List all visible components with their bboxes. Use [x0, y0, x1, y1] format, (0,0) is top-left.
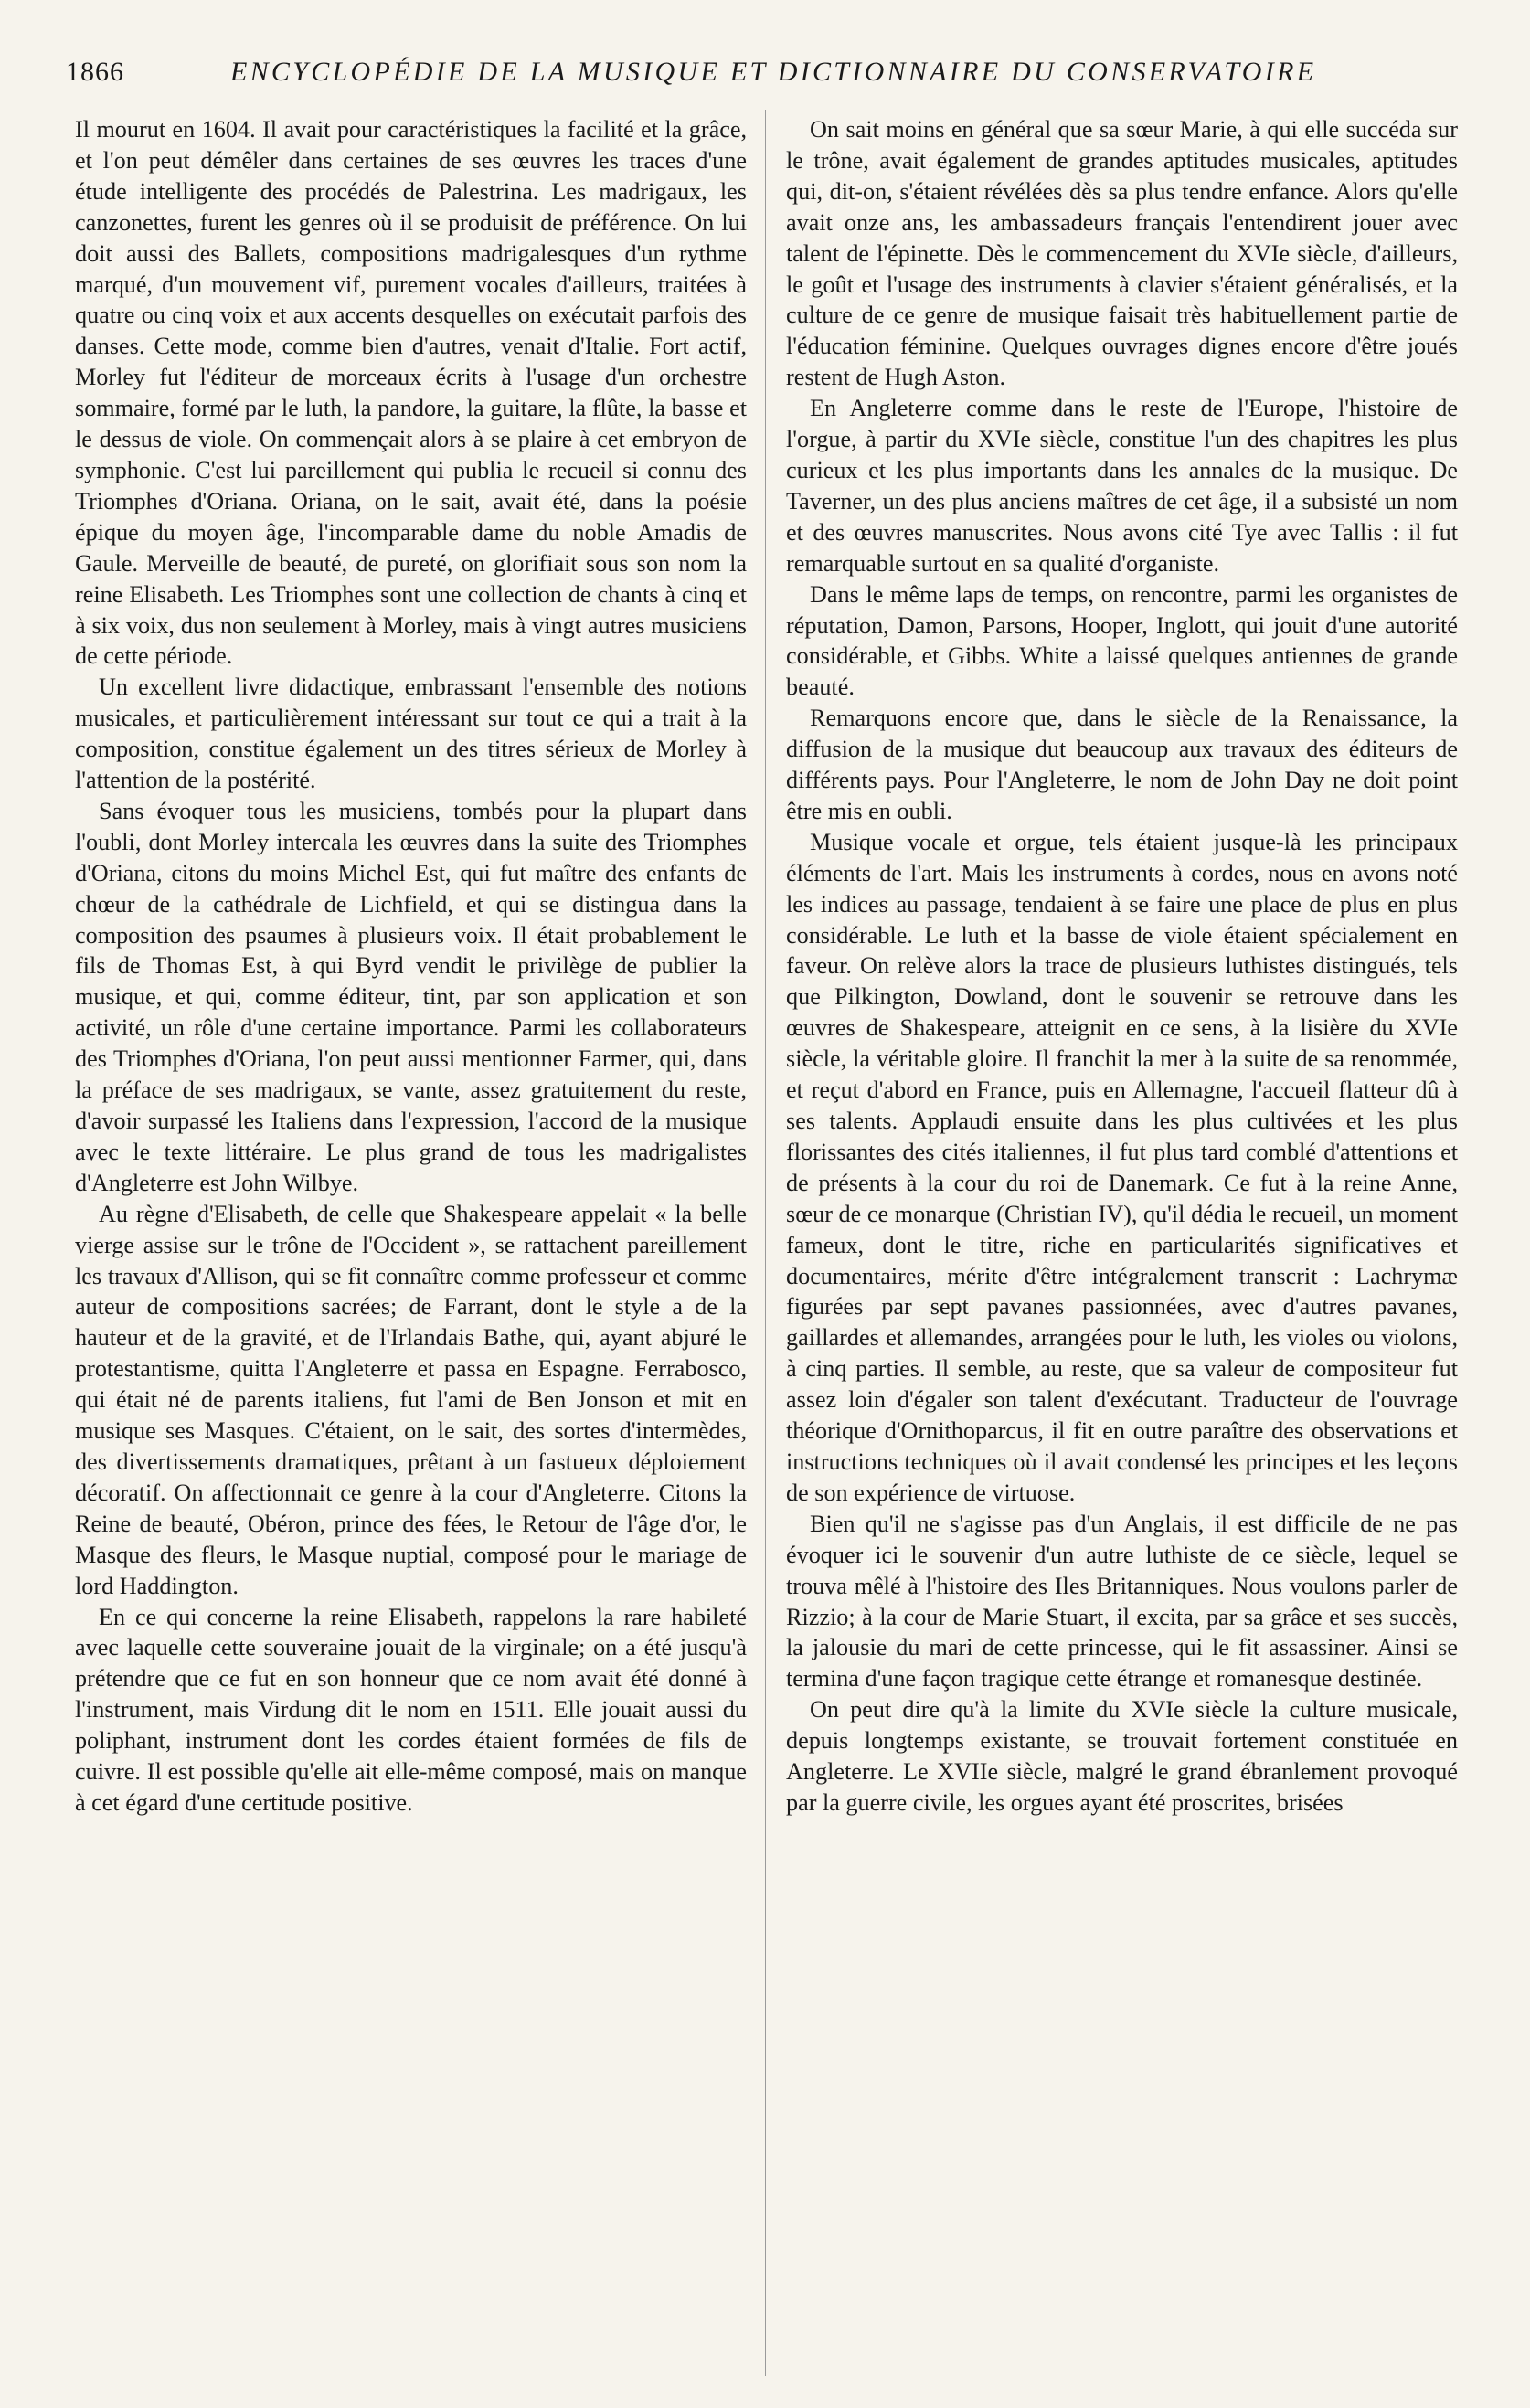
paragraph: On sait moins en général que sa sœur Marie, à qui elle succéda sur le trône, avait également de grandes aptitudes musicales, aptitudes qui, dit-on, s'étaient révélées dès sa plus tendre enfance. Alors qu'elle avait onze ans, les ambassadeurs français l'entendirent jouer avec talent de l'épinette. Dès le commencement du XVIe siècle, d'ailleurs, le goût et l'usage des instruments à clavier s'étaient généralisés, et la culture de ce genre de musique faisait très habituellement partie de l'éducation féminine. Quelques ouvrages dignes encore d'être joués restent de Hugh Aston.	[786, 116, 1458, 391]
running-title: ENCYCLOPÉDIE DE LA MUSIQUE ET DICTIONNAIRE DU CONSERVATOIRE	[230, 57, 1317, 87]
paragraph: Remarquons encore que, dans le siècle de la Renaissance, la diffusion de la musique dut beaucoup aux travaux des éditeurs de différents pays. Pour l'Angleterre, le nom de John Day ne doit point être mis en oubli.	[786, 705, 1458, 824]
paragraph: Il mourut en 1604. Il avait pour caractéristiques la facilité et la grâce, et l'on peut démêler dans certaines de ses œuvres les traces d'une étude intelligente des procédés de Palestrina. Les madrigaux, les canzonettes, furent les genres où il se produisit de préférence. On lui doit aussi des Ballets, compositions madrigalesques d'un rythme marqué, d'un mouvement vif, purement vocales d'ailleurs, traitées à quatre ou cinq voix et aux accents desquelles on exécutait parfois des danses. Cette mode, comme bien d'autres, venait d'Italie. Fort actif, Morley fut l'éditeur de morceaux écrits à l'usage d'un orchestre sommaire, formé par le luth, la pandore, la guitare, la flûte, la basse et le dessus de viole. On commençait alors à se plaire à cet embryon de symphonie. C'est lui pareillement qui publia le recueil si connu des Triomphes d'Oriana. Oriana, on le sait, avait été, dans la poésie épique du moyen âge, l'incomparable dame du noble Amadis de Gaule. Merveille de beauté, de pureté, on glorifiait sous son nom la reine Elisabeth. Les Triomphes sont une collection de chants à cinq et à six voix, dus non seulement à Morley, mais à vingt autres musiciens de cette période.	[75, 116, 747, 670]
paragraph: En ce qui concerne la reine Elisabeth, rappelons la rare habileté avec laquelle cette souveraine jouait de la virginale; on a été jusqu'à prétendre que ce fut en son honneur que ce nom avait été donné à l'instrument, mais Virdung dit le nom en 1511. Elle jouait aussi du poliphant, instrument dont les cordes étaient formées de fils de cuivre. Il est possible qu'elle ait elle-même composé, mais on manque à cet égard d'une certitude positive.	[75, 1603, 747, 1816]
paragraph: Sans évoquer tous les musiciens, tombés pour la plupart dans l'oubli, dont Morley intercala les œuvres dans la suite des Triomphes d'Oriana, citons du moins Michel Est, qui fut maître des enfants de chœur de la cathédrale de Lichfield, et qui se distingua dans la composition des psaumes à plusieurs voix. Il était probablement le fils de Thomas Est, à qui Byrd vendit le privilège de publier la musique, et qui, comme éditeur, tint, par son application et son activité, un rôle d'une certaine importance. Parmi les collaborateurs des Triomphes d'Oriana, l'on peut aussi mentionner Farmer, qui, dans la préface de ses madrigaux, se vante, assez gratuitement du reste, d'avoir surpassé les Italiens dans l'expression, l'accord de la musique avec le texte littéraire. Le plus grand de tous les madrigalistes d'Angleterre est John Wilbye.	[75, 797, 747, 1196]
page-header	[66, 57, 1455, 97]
paragraph: On peut dire qu'à la limite du XVIe siècle la culture musicale, depuis longtemps existante, se trouvait fortement constituée en Angleterre. Le XVIIe siècle, malgré le grand ébranlement provoqué par la guerre civile, les orgues ayant été proscrites, brisées	[786, 1696, 1458, 1816]
page-number: 1866	[66, 57, 124, 87]
paragraph: Un excellent livre didactique, embrassant l'ensemble des notions musicales, et particulièrement intéressant sur tout ce qui a trait à la composition, constitue également un des titres sérieux de Morley à l'attention de la postérité.	[75, 674, 747, 794]
left-column	[75, 114, 747, 2390]
column-divider	[765, 110, 766, 2376]
paragraph: Musique vocale et orgue, tels étaient jusque-là les principaux éléments de l'art. Mais les instruments à cordes, nous en avons noté les indices au passage, tendaient à se faire une place de plus en plus considérable. Le luth et la basse de viole étaient spécialement en faveur. On relève alors la trace de plusieurs luthistes distingués, tels que Pilkington, Dowland, dont le souvenir se retrouve dans les œuvres de Shakespeare, atteignit en ce sens, à la lisière du XVIe siècle, la véritable gloire. Il franchit la mer à la suite de sa renommée, et reçut d'abord en France, puis en Allemagne, l'accueil flatteur dû à ses talents. Applaudi ensuite dans les plus cultivées et les plus florissantes des cités italiennes, il fut plus tard comblé d'attentions et de présents à la cour du roi de Danemark. Ce fut à la reine Anne, sœur de ce monarque (Christian IV), qu'il dédia le recueil, un moment fameux, dont le titre, riche en particularités significatives et documentaires, mérite d'être intégralement transcrit : Lachrymæ figurées par sept pavanes passionnées, avec d'autres pavanes, gaillardes et allemandes, arrangées pour le luth, les violes ou violons, à cinq parties. Il semble, au reste, que sa valeur de compositeur fut assez loin d'égaler son talent d'exécutant. Traducteur de l'ouvrage théorique d'Ornithoparcus, il fit en outre paraître des observations et instructions techniques où il avait condensé les principes et les leçons de son expérience de virtuose.	[786, 828, 1458, 1506]
paragraph: Bien qu'il ne s'agisse pas d'un Anglais, il est difficile de ne pas évoquer ici le souvenir d'un autre luthiste de ce siècle, lequel se trouva mêlé à l'histoire des Iles Britanniques. Nous voulons parler de Rizzio; à la cour de Marie Stuart, il excita, par sa grâce et ses succès, la jalousie du mari de cette princesse, qui le fit assassiner. Ainsi se termina d'une façon tragique cette étrange et romanesque destinée.	[786, 1510, 1458, 1692]
right-column	[786, 114, 1458, 2390]
paragraph: Dans le même laps de temps, on rencontre, parmi les organistes de réputation, Damon, Parsons, Hooper, Inglott, qui jouit d'une autorité considérable, et Gibbs. White a laissé quelques antiennes de grande beauté.	[786, 580, 1458, 701]
paragraph: En Angleterre comme dans le reste de l'Europe, l'histoire de l'orgue, à partir du XVIe siècle, constitue l'un des chapitres les plus curieux et les plus importants dans les annales de la musique. De Taverner, un des plus anciens maîtres de cet âge, il a subsisté un nom et des œuvres manuscrites. Nous avons cité Tye avec Tallis : il fut remarquable surtout en sa qualité d'organiste.	[786, 395, 1458, 577]
paragraph: Au règne d'Elisabeth, de celle que Shakespeare appelait « la belle vierge assise sur le trône de l'Occident », se rattachent pareillement les travaux d'Allison, qui se fit connaître comme professeur et comme auteur de compositions sacrées; de Farrant, dont le style a de la hauteur et de la gravité, et de l'Irlandais Bathe, qui, ayant abjuré le protestantisme, quitta l'Angleterre et passa en Espagne. Ferrabosco, qui était né de parents italiens, fut l'ami de Ben Jonson et mit en musique ses Masques. C'étaient, on le sait, des sortes d'intermèdes, des divertissements dramatiques, prêtant à un fastueux déploiement décoratif. On affectionnait ce genre à la cour d'Angleterre. Citons la Reine de beauté, Obéron, prince des fées, le Retour de l'âge d'or, le Masque des fleurs, le Masque nuptial, composé pour le mariage de lord Haddington.	[75, 1200, 747, 1599]
